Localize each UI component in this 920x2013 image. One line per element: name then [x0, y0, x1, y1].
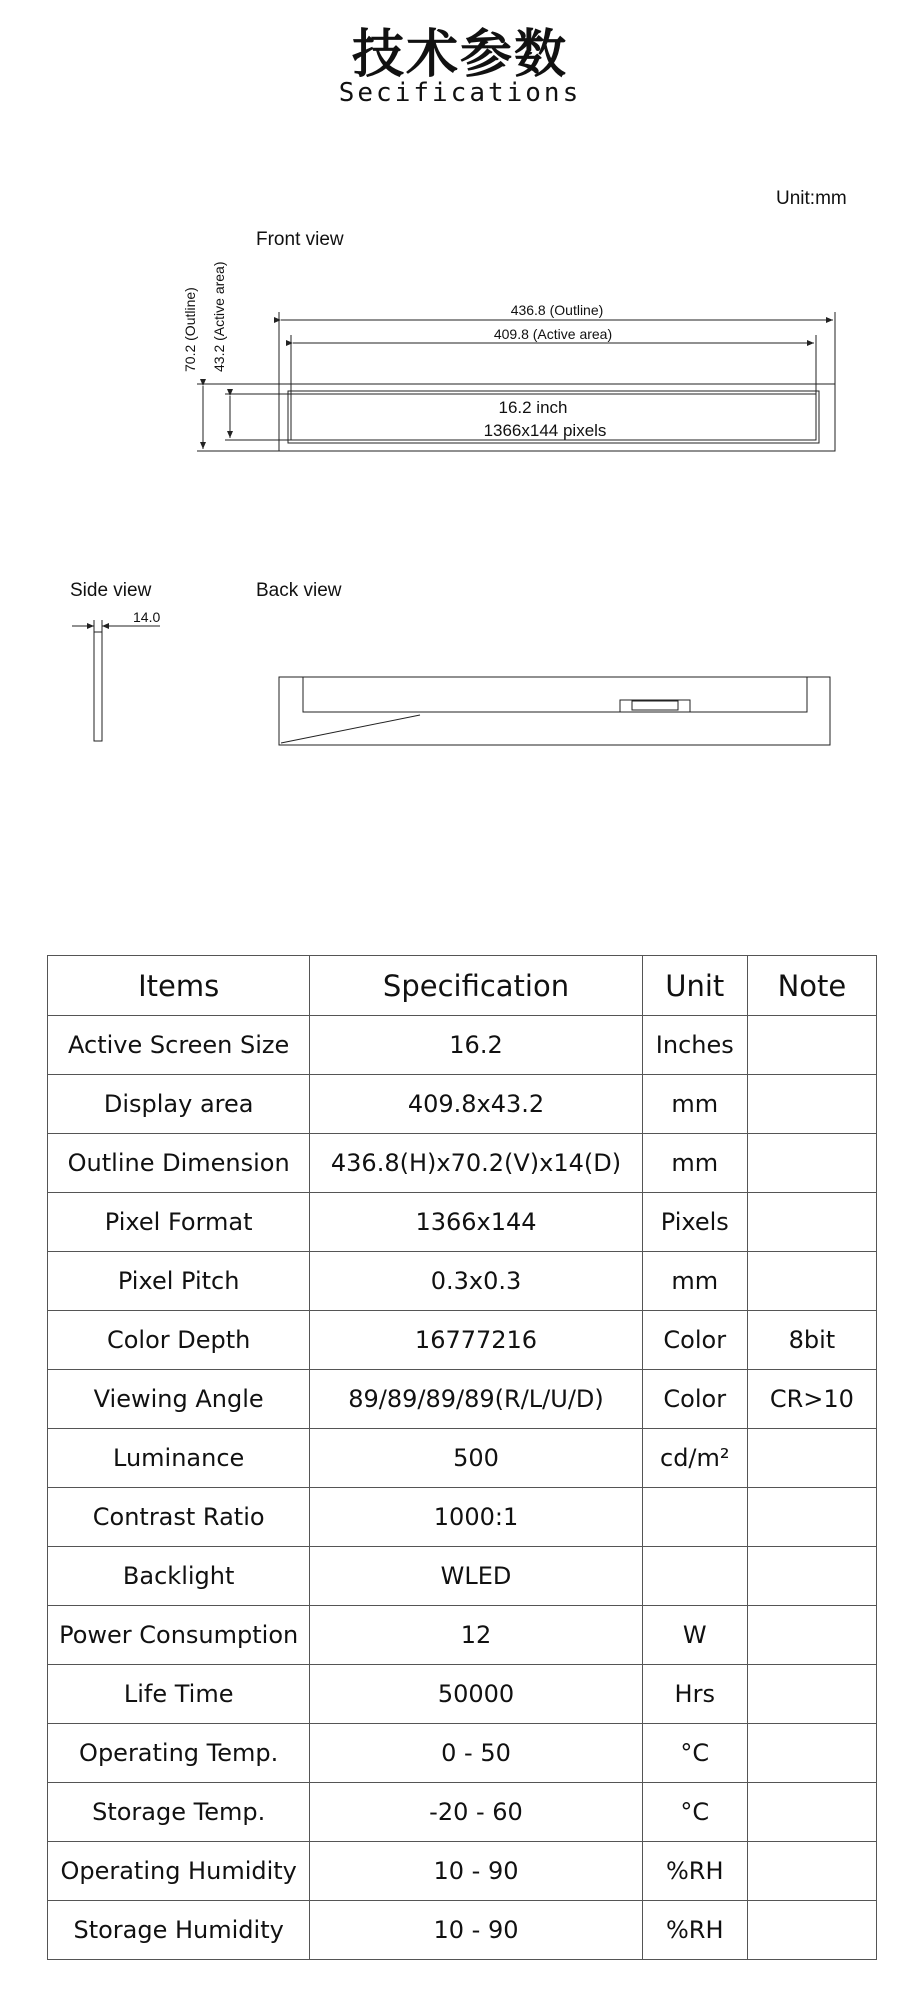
item-cell: Backlight: [48, 1547, 310, 1606]
screen-size-text: 16.2 inch: [498, 398, 568, 417]
note-cell: [747, 1547, 876, 1606]
item-cell: Storage Temp.: [48, 1783, 310, 1842]
note-cell: [747, 1724, 876, 1783]
item-cell: Color Depth: [48, 1311, 310, 1370]
spec-cell: 12: [310, 1606, 642, 1665]
spec-cell: 500: [310, 1429, 642, 1488]
table-row: [48, 1488, 877, 1547]
spec-cell: 50000: [310, 1665, 642, 1724]
table-row: [48, 1901, 877, 1960]
unit-cell: °C: [642, 1783, 747, 1842]
spec-cell: 10 - 90: [310, 1901, 642, 1960]
unit-cell: W: [642, 1606, 747, 1665]
note-cell: [747, 1429, 876, 1488]
unit-cell: mm: [642, 1252, 747, 1311]
table-row: [48, 1016, 877, 1075]
item-cell: Luminance: [48, 1429, 310, 1488]
table-row: [48, 1193, 877, 1252]
header-unit: Unit: [642, 956, 747, 1016]
outline-height-dim: 70.2 (Outline): [182, 287, 198, 372]
item-cell: Contrast Ratio: [48, 1488, 310, 1547]
header-note: Note: [747, 956, 876, 1016]
note-cell: [747, 1252, 876, 1311]
table-header-row: [48, 956, 877, 1016]
note-cell: [747, 1016, 876, 1075]
screen-resolution-text: 1366x144 pixels: [483, 421, 607, 440]
spec-cell: 10 - 90: [310, 1842, 642, 1901]
unit-cell: mm: [642, 1134, 747, 1193]
item-cell: Pixel Pitch: [48, 1252, 310, 1311]
side-view: [72, 620, 160, 741]
spec-cell: WLED: [310, 1547, 642, 1606]
note-cell: CR>10: [747, 1370, 876, 1429]
unit-cell: °C: [642, 1724, 747, 1783]
active-height-dim: 43.2 (Active area): [211, 261, 227, 372]
item-cell: Active Screen Size: [48, 1016, 310, 1075]
page-title-chinese: 技术参数: [351, 25, 568, 85]
header-specification: Specification: [310, 956, 642, 1016]
note-cell: [747, 1842, 876, 1901]
back-view: [279, 677, 830, 745]
note-cell: [747, 1075, 876, 1134]
table-row: [48, 1370, 877, 1429]
spec-cell: 1366x144: [310, 1193, 642, 1252]
unit-cell: [642, 1547, 747, 1606]
note-cell: [747, 1901, 876, 1960]
spec-cell: 0.3x0.3: [310, 1252, 642, 1311]
unit-cell: %RH: [642, 1842, 747, 1901]
item-cell: Life Time: [48, 1665, 310, 1724]
table-row: [48, 1252, 877, 1311]
item-cell: Outline Dimension: [48, 1134, 310, 1193]
item-cell: Display area: [48, 1075, 310, 1134]
technical-drawing: [0, 0, 920, 900]
note-cell: [747, 1488, 876, 1547]
note-cell: [747, 1665, 876, 1724]
outline-width-dim: 436.8 (Outline): [510, 302, 604, 318]
back-view-label: Back view: [256, 580, 342, 601]
spec-cell: 16777216: [310, 1311, 642, 1370]
unit-cell: %RH: [642, 1901, 747, 1960]
unit-cell: Color: [642, 1370, 747, 1429]
table-row: [48, 1665, 877, 1724]
note-cell: 8bit: [747, 1311, 876, 1370]
spec-cell: 0 - 50: [310, 1724, 642, 1783]
unit-cell: [642, 1488, 747, 1547]
table-row: [48, 1842, 877, 1901]
spec-cell: 16.2: [310, 1016, 642, 1075]
spec-cell: 89/89/89/89(R/L/U/D): [310, 1370, 642, 1429]
item-cell: Operating Temp.: [48, 1724, 310, 1783]
back-outline-rect: [279, 677, 830, 745]
unit-cell: mm: [642, 1075, 747, 1134]
spec-cell: 1000:1: [310, 1488, 642, 1547]
item-cell: Power Consumption: [48, 1606, 310, 1665]
spec-cell: 436.8(H)x70.2(V)x14(D): [310, 1134, 642, 1193]
note-cell: [747, 1783, 876, 1842]
table-row: [48, 1311, 877, 1370]
side-depth-dim: 14.0: [133, 609, 161, 625]
note-cell: [747, 1134, 876, 1193]
unit-label: Unit:mm: [776, 188, 847, 209]
table-row: [48, 1547, 877, 1606]
spec-cell: 409.8x43.2: [310, 1075, 642, 1134]
spec-cell: -20 - 60: [310, 1783, 642, 1842]
table-row: [48, 1606, 877, 1665]
table-row: [48, 1134, 877, 1193]
page-title-english: Secifications: [338, 78, 582, 108]
item-cell: Viewing Angle: [48, 1370, 310, 1429]
unit-cell: Inches: [642, 1016, 747, 1075]
note-cell: [747, 1193, 876, 1252]
side-view-label: Side view: [70, 580, 152, 601]
item-cell: Operating Humidity: [48, 1842, 310, 1901]
item-cell: Pixel Format: [48, 1193, 310, 1252]
specifications-table: [47, 955, 877, 1960]
note-cell: [747, 1606, 876, 1665]
table-row: [48, 1075, 877, 1134]
unit-cell: Color: [642, 1311, 747, 1370]
unit-cell: Pixels: [642, 1193, 747, 1252]
table-row: [48, 1783, 877, 1842]
table-row: [48, 1724, 877, 1783]
front-view-label: Front view: [256, 229, 344, 250]
side-profile-rect: [94, 632, 102, 741]
header-items: Items: [48, 956, 310, 1016]
unit-cell: cd/m²: [642, 1429, 747, 1488]
table-row: [48, 1429, 877, 1488]
unit-cell: Hrs: [642, 1665, 747, 1724]
item-cell: Storage Humidity: [48, 1901, 310, 1960]
active-width-dim: 409.8 (Active area): [493, 326, 613, 342]
